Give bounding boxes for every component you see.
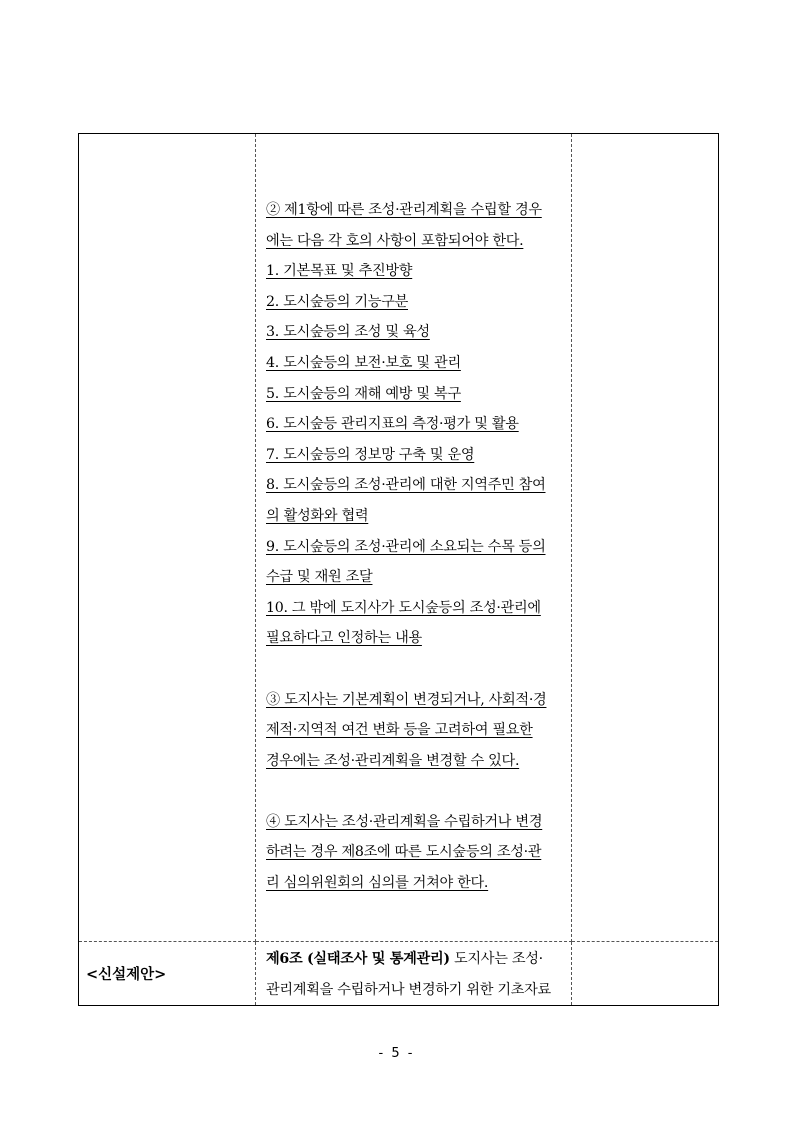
document-table [78, 133, 719, 1006]
label-cell [79, 942, 256, 1006]
table-row [79, 942, 719, 1006]
text-line: ③ 도지사는 기본계획이 변경되거나, 사회적·경 [266, 691, 547, 708]
list-item-cont: 필요하다고 인정하는 내용 [266, 630, 422, 647]
text-line: ② 제1항에 따른 조성·관리계획을 수립할 경우 [266, 202, 542, 218]
text-line: 에는 다음 각 호의 사항이 포함되어야 한다. [266, 232, 524, 249]
article-title: 제6조 (실태조사 및 통계관리) [266, 951, 450, 967]
note-cell-empty [572, 134, 719, 942]
content-cell [256, 942, 572, 1006]
list-item: 7. 도시숲등의 정보망 구축 및 운영 [266, 446, 475, 463]
amendment-body [256, 134, 571, 899]
list-item: 3. 도시숲등의 조성 및 육성 [266, 324, 430, 341]
list-item: 6. 도시숲등 관리지표의 측정·평가 및 활용 [266, 416, 519, 433]
list-item: 8. 도시숲등의 조성·관리에 대한 지역주민 참여 [266, 477, 546, 494]
article-6 [256, 942, 571, 1005]
text-line: 제적·지역적 여건 변화 등을 고려하여 필요한 [266, 722, 533, 739]
paragraph-3 [266, 685, 563, 777]
article-text: 관리계획을 수립하거나 변경하기 위한 기초자료 [266, 981, 551, 998]
list-item-cont: 의 활성화와 협력 [266, 507, 369, 524]
text-line: ④ 도지사는 조성·관리계획을 수립하거나 변경 [266, 813, 543, 830]
page-number: - 5 - [378, 1046, 415, 1061]
paragraph-4 [266, 807, 563, 899]
list-item: 9. 도시숲등의 조성·관리에 소요되는 수목 등의 [266, 538, 546, 555]
text-line: 하려는 경우 제8조에 따른 도시숲등의 조성·관 [266, 844, 542, 861]
text-line: 리 심의위원회의 심의를 거쳐야 한다. [266, 875, 489, 892]
table-row [79, 134, 719, 942]
article-text: 도지사는 조성· [449, 951, 543, 967]
label-cell-empty [79, 134, 256, 942]
list-item: 5. 도시숲등의 재해 예방 및 복구 [266, 385, 461, 402]
paragraph-2 [266, 195, 563, 654]
list-item: 10. 그 밖에 도지사가 도시숲등의 조성·관리에 [266, 599, 541, 616]
new-proposal-label: <신설제안> [86, 966, 167, 984]
content-cell [256, 134, 572, 942]
note-cell-empty [572, 942, 719, 1006]
text-line: 경우에는 조성·관리계획을 변경할 수 있다. [266, 752, 520, 769]
list-item: 1. 기본목표 및 추진방향 [266, 263, 413, 280]
list-item: 2. 도시숲등의 기능구분 [266, 293, 409, 310]
list-item-cont: 수급 및 재원 조달 [266, 569, 373, 586]
list-item: 4. 도시숲등의 보전·보호 및 관리 [266, 354, 461, 371]
